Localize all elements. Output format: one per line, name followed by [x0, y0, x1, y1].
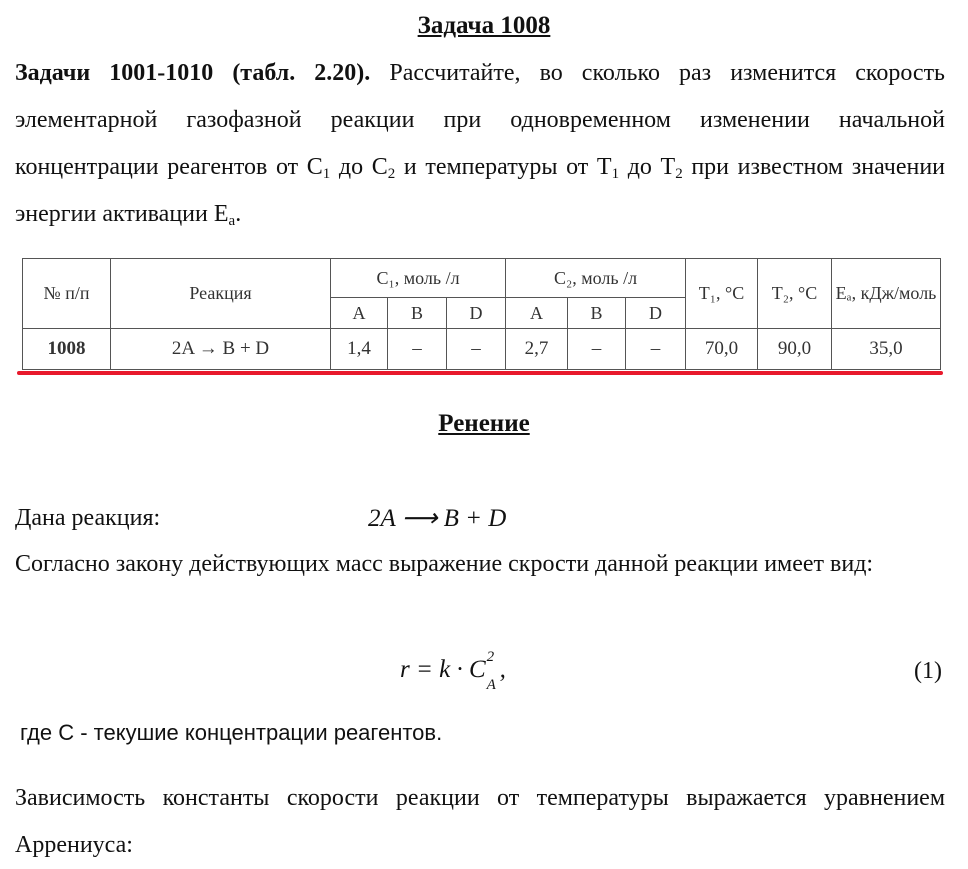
header-num: № п/п — [23, 259, 111, 329]
arrhenius-text: Зависимость константы скорости реакции от температуры выражается уравнением Аррениуса: — [15, 785, 945, 858]
cell-c2-a: 2,7 — [506, 329, 568, 370]
rate-formula: r = k · C 2 A , — [400, 649, 506, 693]
header-reaction: Реакция — [111, 259, 331, 329]
red-underline — [17, 371, 943, 375]
subscript: 1 — [322, 166, 331, 182]
header-c2-a: A — [506, 298, 568, 329]
cell-c1-a: 1,4 — [331, 329, 388, 370]
cell-t1: 70,0 — [686, 329, 758, 370]
header-c2: C₂, моль /л — [506, 259, 686, 298]
header-c1-a: A — [331, 298, 388, 329]
table-row — [23, 329, 941, 370]
given-label: Дана реакция: — [15, 505, 161, 531]
header-t2: T₂, °C — [758, 259, 832, 329]
header-c2-b: B — [568, 298, 626, 329]
cell-c1-d: – — [447, 329, 506, 370]
cell-t2: 90,0 — [758, 329, 832, 370]
problem-title: Задача 1008 — [417, 12, 551, 39]
subscript: 2 — [387, 166, 396, 182]
mass-action-text: Согласно закону действующих масс выражение скрости данной реакции имеет вид: — [15, 551, 874, 577]
statement-text: и температуры от Т — [395, 154, 612, 180]
header-ea: Eₐ, кДж/моль — [832, 259, 941, 329]
rate-formula-lhs: r = k · C — [400, 656, 486, 683]
subscript: 2 — [675, 166, 683, 182]
data-table — [22, 258, 940, 370]
reaction-formula: 2A ⟶ B + D — [368, 505, 507, 532]
cell-c2-b: – — [568, 329, 626, 370]
statement-text: до Т — [619, 154, 676, 180]
statement-text: до С — [330, 154, 388, 180]
rate-formula-tail: , — [499, 656, 506, 683]
header-c1-b: B — [388, 298, 447, 329]
subscript: a — [228, 213, 236, 229]
cell-c2-d: – — [626, 329, 686, 370]
solution-title: Ренение — [438, 410, 530, 437]
header-c1: C₁, моль /л — [331, 259, 506, 298]
cell-num: 1008 — [23, 329, 111, 370]
header-c2-d: D — [626, 298, 686, 329]
equation-number: (1) — [914, 658, 942, 684]
statement-text: при известном значении энергии активации Е — [15, 154, 946, 227]
where-text: где С - текушие концентрации реагентов. — [20, 720, 443, 745]
subscript: 1 — [611, 166, 620, 182]
cell-c1-b: – — [388, 329, 447, 370]
header-c1-d: D — [447, 298, 506, 329]
statement-text: . — [235, 201, 242, 227]
header-t1: T₁, °C — [686, 259, 758, 329]
problem-statement — [15, 50, 945, 238]
problem-reference: Задачи 1001-1010 (табл. 2.20). — [15, 60, 371, 86]
cell-reaction: 2A → B + D — [111, 329, 331, 370]
statement-text: Рассчитайте, во сколько раз изменится скорость элементарной газофазной реакции при одновременном изменении начальной концентрации реагентов от С — [15, 60, 946, 180]
cell-ea: 35,0 — [832, 329, 941, 370]
